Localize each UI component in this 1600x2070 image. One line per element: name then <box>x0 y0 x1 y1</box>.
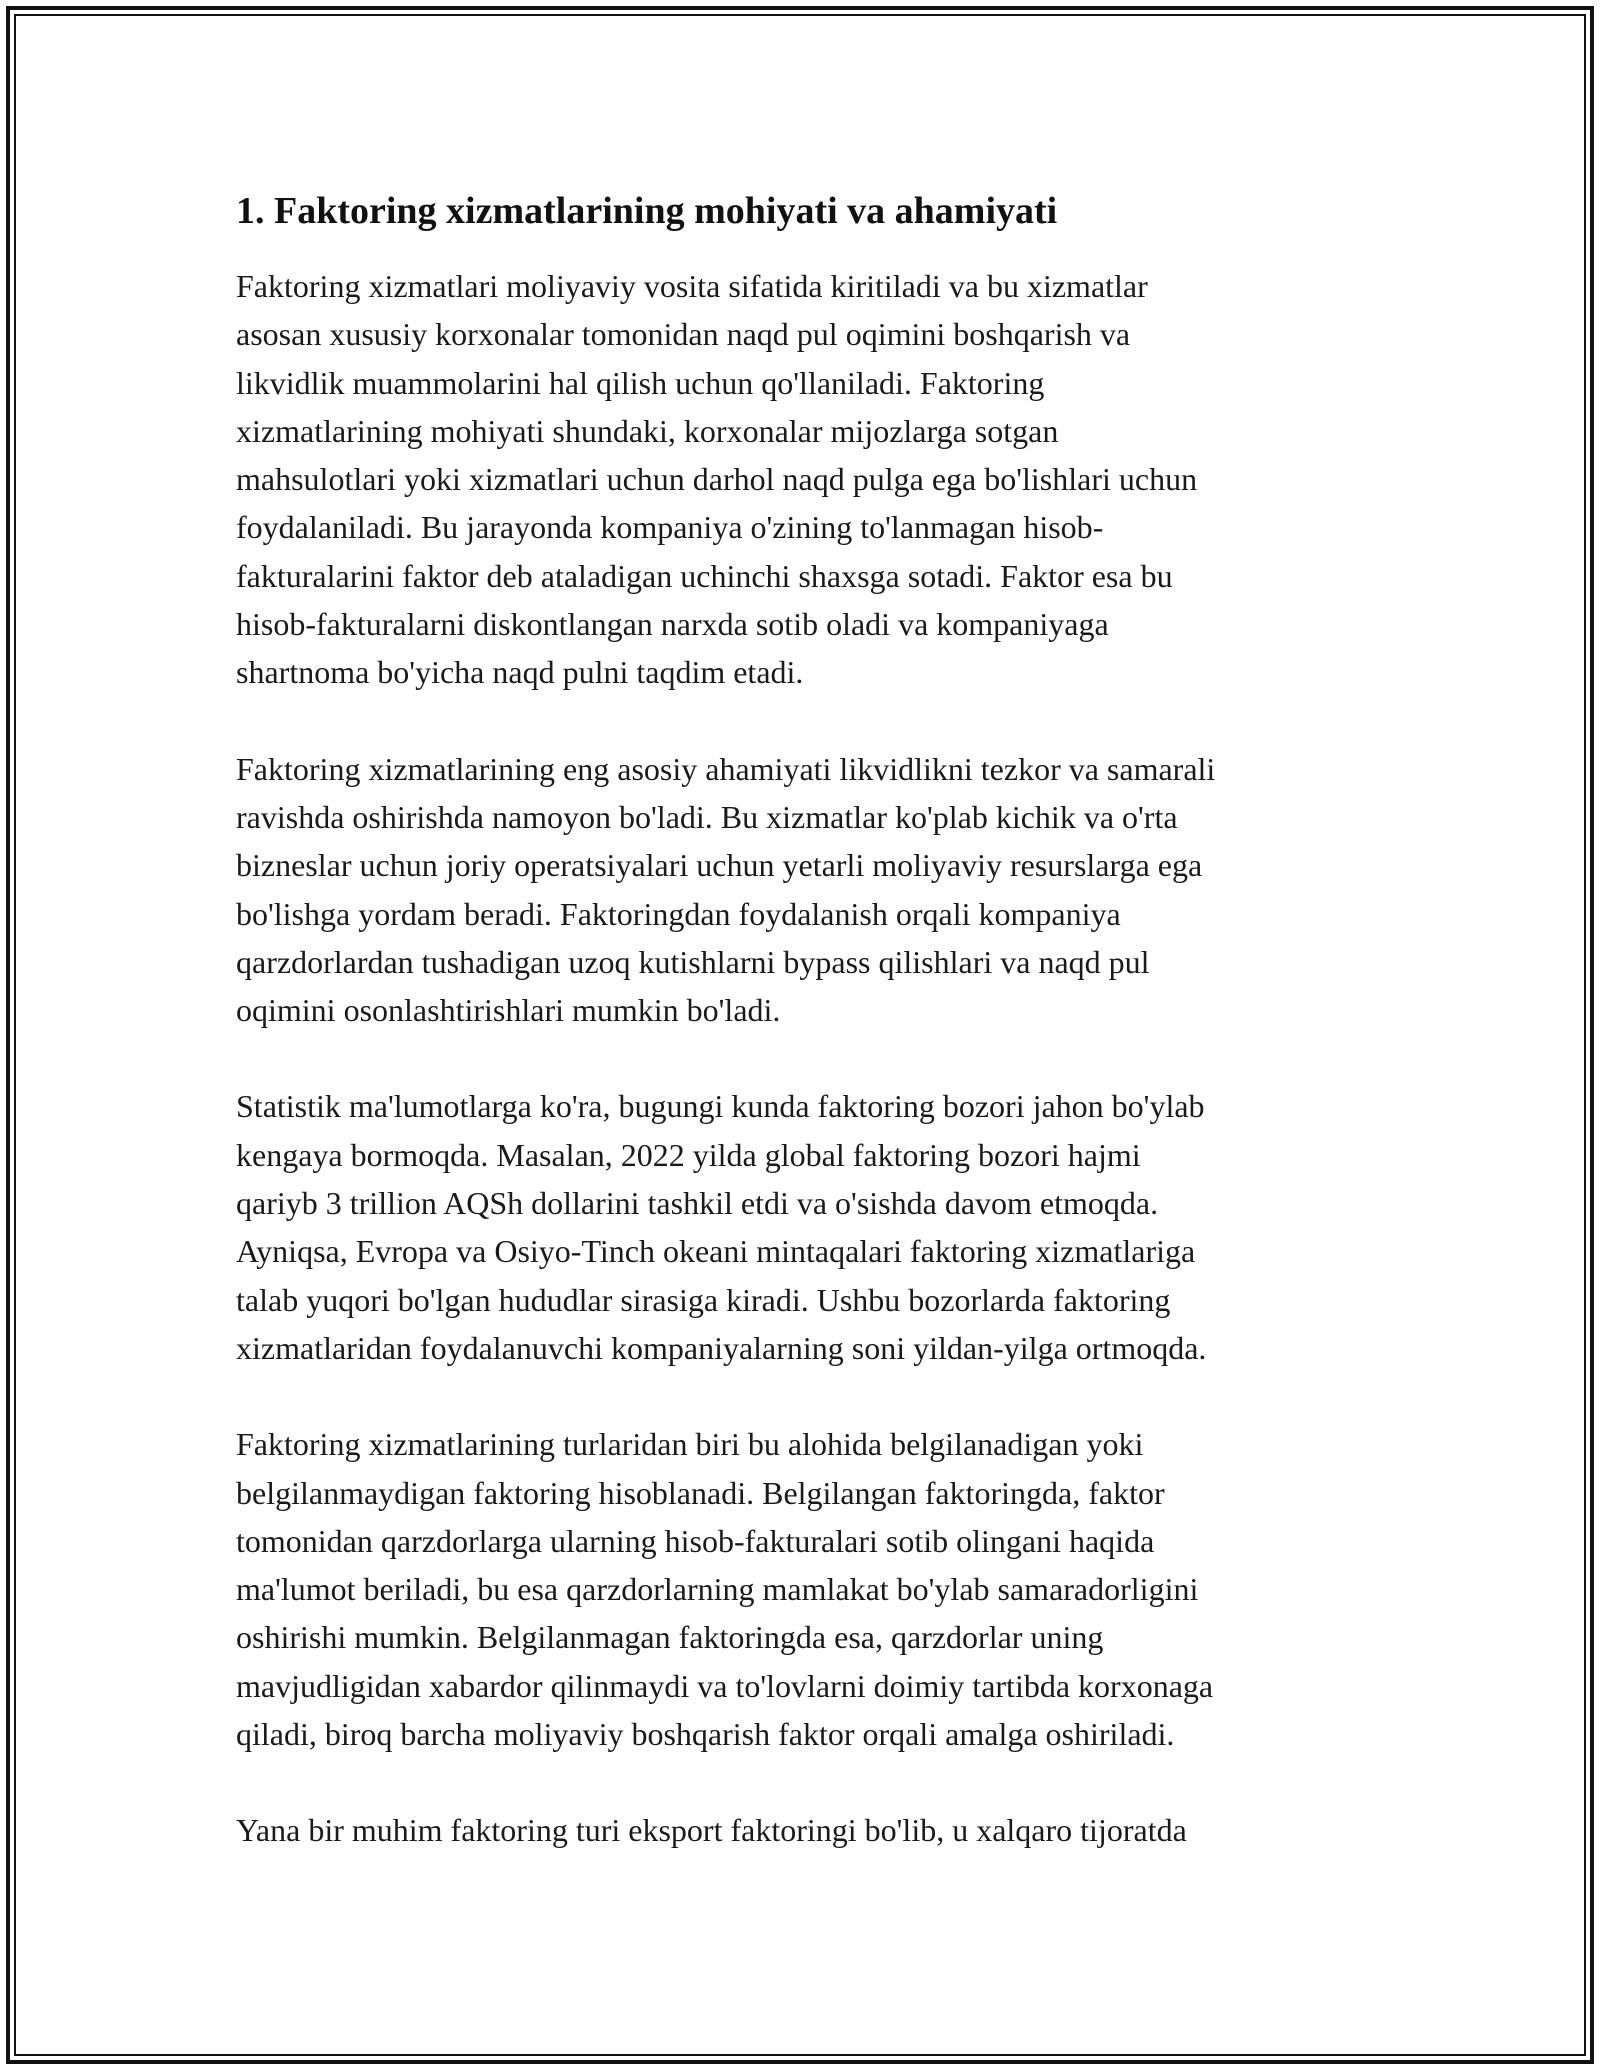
text-line: xizmatlaridan foydalanuvchi kompaniyalarning soni yildan-yilga ortmoqda. <box>236 1329 1207 1366</box>
text-line: oshirishi mumkin. Belgilanmagan faktoringda esa, qarzdorlar uning <box>236 1619 1104 1656</box>
text-line: shartnoma bo'yicha naqd pulni taqdim etadi. <box>236 654 804 691</box>
text-line: bo'lishga yordam beradi. Faktoringdan foydalanish orqali kompaniya <box>236 895 1121 932</box>
paragraph-4 <box>236 1420 1396 1758</box>
text-line: Statistik ma'lumotlarga ko'ra, bugungi kunda faktoring bozori jahon bo'ylab <box>236 1088 1205 1125</box>
text-line: kengaya bormoqda. Masalan, 2022 yilda global faktoring bozori hajmi <box>236 1136 1141 1173</box>
text-line: belgilanmaydigan faktoring hisoblanadi. Belgilangan faktoringda, faktor <box>236 1474 1165 1511</box>
text-line: talab yuqori bo'lgan hududlar sirasiga kiradi. Ushbu bozorlarda faktoring <box>236 1281 1171 1318</box>
text-line: qariyb 3 trillion AQSh dollarini tashkil etdi va o'sishda davom etmoqda. <box>236 1185 1159 1222</box>
text-line: qiladi, biroq barcha moliyaviy boshqarish faktor orqali amalga oshiriladi. <box>236 1716 1175 1753</box>
text-line: mavjudligidan xabardor qilinmaydi va to'lovlarni doimiy tartibda korxonaga <box>236 1667 1214 1704</box>
text-line: Faktoring xizmatlarining turlaridan biri bu alohida belgilanadigan yoki <box>236 1426 1144 1463</box>
paragraph-3 <box>236 1082 1396 1372</box>
text-line: oqimini osonlashtirishlari mumkin bo'ladi. <box>236 992 781 1029</box>
paragraph-2 <box>236 745 1396 1035</box>
section-heading: 1. Faktoring xizmatlarining mohiyati va ahamiyati <box>236 190 1058 232</box>
text-line: Yana bir muhim faktoring turi eksport faktoringi bo'lib, u xalqaro tijoratda <box>236 1812 1187 1849</box>
document-body <box>236 186 1396 1903</box>
text-line: asosan xususiy korxonalar tomonidan naqd pul oqimini boshqarish va <box>236 316 1131 353</box>
text-line: xizmatlarining mohiyati shundaki, korxonalar mijozlarga sotgan <box>236 412 1059 449</box>
text-line: ravishda oshirishda namoyon bo'ladi. Bu xizmatlar ko'plab kichik va o'rta <box>236 798 1178 835</box>
paragraph-1 <box>236 262 1396 697</box>
text-line: Ayniqsa, Evropa va Osiyo-Tinch okeani mintaqalari faktoring xizmatlariga <box>236 1233 1196 1270</box>
text-line: likvidlik muammolarini hal qilish uchun qo'llaniladi. Faktoring <box>236 364 1045 401</box>
text-line: foydalaniladi. Bu jarayonda kompaniya o'zining to'lanmagan hisob- <box>236 509 1104 546</box>
text-line: Faktoring xizmatlarining eng asosiy ahamiyati likvidlikni tezkor va samarali <box>236 750 1216 787</box>
text-line: Faktoring xizmatlari moliyaviy vosita sifatida kiritiladi va bu xizmatlar <box>236 268 1148 304</box>
text-line: bizneslar uchun joriy operatsiyalari uchun yetarli moliyaviy resurslarga ega <box>236 847 1203 884</box>
text-line: mahsulotlari yoki xizmatlari uchun darhol naqd pulga ega bo'lishlari uchun <box>236 461 1198 498</box>
paragraph-5 <box>236 1806 1396 1854</box>
text-line: tomonidan qarzdorlarga ularning hisob-fakturalari sotib olingani haqida <box>236 1522 1155 1559</box>
text-line: fakturalarini faktor deb ataladigan uchinchi shaxsga sotadi. Faktor esa bu <box>236 557 1173 594</box>
text-line: qarzdorlardan tushadigan uzoq kutishlarni bypass qilishlari va naqd pul <box>236 943 1150 980</box>
text-line: ma'lumot beriladi, bu esa qarzdorlarning mamlakat bo'ylab samaradorligini <box>236 1571 1199 1608</box>
text-line: hisob-fakturalarni diskontlangan narxda sotib oladi va kompaniyaga <box>236 606 1109 643</box>
